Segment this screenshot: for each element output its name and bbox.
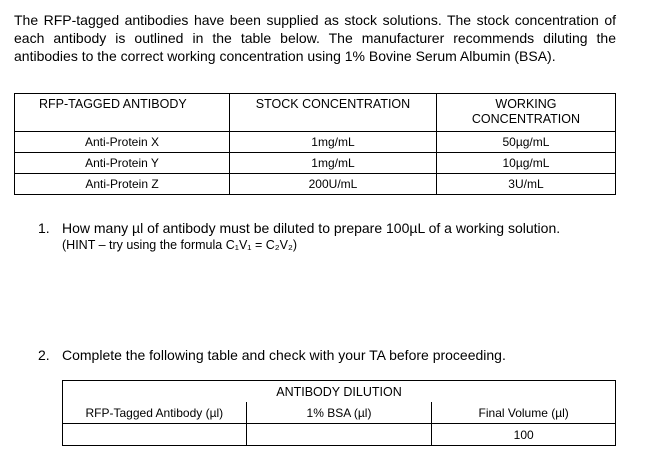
dilution-header-row [63, 402, 616, 424]
table-row [15, 153, 616, 174]
table-header-row [15, 94, 616, 132]
header-bsa: 1% BSA (µl) [246, 402, 432, 424]
bsa-volume-cell[interactable] [246, 424, 432, 446]
working-concentration: 3U/mL [436, 174, 615, 195]
antibody-name: Anti-Protein Z [15, 174, 230, 195]
question-1-number: 1. [38, 220, 50, 236]
stock-concentration: 1mg/mL [230, 153, 437, 174]
question-1-hint: (HINT – try using the formula C₁V₁ = C₂V₂) [62, 238, 297, 252]
antibody-volume-cell[interactable] [63, 424, 247, 446]
question-2-text: Complete the following table and check with your TA before proceeding. [62, 347, 506, 363]
header-working-concentration-text: WORKING CONCENTRATION [471, 97, 581, 126]
intro-paragraph: The RFP-tagged antibodies have been supplied as stock solutions. The stock concentration of each antibody is outlined in the table below. The manufacturer recommends diluting the antibodies to the correct working concentration using 1% Bovine Serum Albumin (BSA). [14, 12, 616, 64]
stock-concentration-table [14, 93, 616, 195]
question-2-number: 2. [38, 347, 50, 363]
header-working-concentration [436, 94, 615, 132]
table-row [15, 174, 616, 195]
question-1-text: How many µl of antibody must be diluted to prepare 100µL of a working solution. [62, 220, 561, 236]
stock-concentration: 1mg/mL [230, 132, 437, 153]
header-stock-concentration: STOCK CONCENTRATION [230, 94, 437, 132]
table-row [15, 132, 616, 153]
header-rfp-tagged-antibody: RFP-Tagged Antibody (µl) [63, 402, 247, 424]
working-concentration: 10µg/mL [436, 153, 615, 174]
header-antibody: RFP-TAGGED ANTIBODY [15, 94, 230, 132]
dilution-table-title: ANTIBODY DILUTION [246, 381, 432, 403]
final-volume-cell: 100 [432, 424, 616, 446]
dilution-answer-row [63, 424, 616, 446]
stock-concentration: 200U/mL [230, 174, 437, 195]
antibody-name: Anti-Protein Y [15, 153, 230, 174]
dilution-title-row [63, 381, 616, 403]
working-concentration: 50µg/mL [436, 132, 615, 153]
antibody-name: Anti-Protein X [15, 132, 230, 153]
dilution-title-spacer-left [63, 381, 247, 403]
header-final-volume: Final Volume (µl) [432, 402, 616, 424]
dilution-title-spacer-right [432, 381, 616, 403]
antibody-dilution-table [62, 380, 616, 446]
